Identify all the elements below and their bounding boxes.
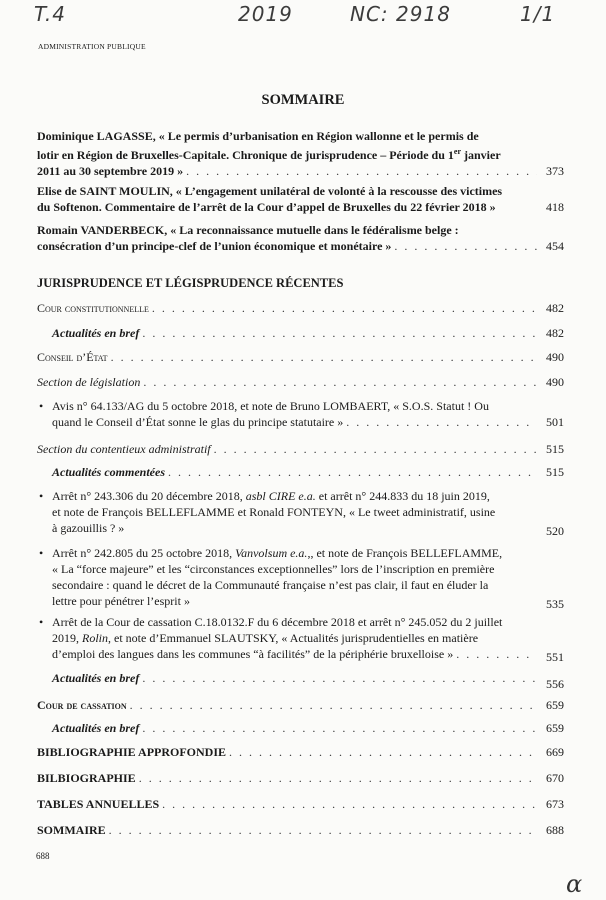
toc-line: secondaire : quand le décret de la Communauté française n’est pas clair, il faut en éluder la <box>52 578 489 592</box>
toc-label: Cour de cassation <box>37 698 127 712</box>
toc-line: Arrêt de la Cour de cassation C.18.0132.F du 6 décembre 2018 et arrêt n° 245.052 du 2 juillet <box>52 615 503 629</box>
article-title-line: du Softenon. Commentaire de l’arrêt de la Cour d’appel de Bruxelles du 22 février 2018 » <box>37 200 496 214</box>
handwritten-fraction: 1/1 <box>520 2 556 26</box>
toc-line: ,, et note de François BELLEFLAMME, <box>307 546 503 560</box>
bullet: • <box>39 399 44 413</box>
page-number: 669 <box>546 745 564 759</box>
toc-actualites-bref[interactable] <box>52 720 564 736</box>
article-author: Romain VANDERBECK <box>37 223 165 237</box>
toc-avis[interactable] <box>39 398 564 430</box>
page-number: 454 <box>546 239 564 253</box>
case-name: Vanvolsum e.a. <box>235 546 308 560</box>
article-entry[interactable] <box>37 128 564 179</box>
page-number: 659 <box>546 721 564 735</box>
toc-actualites-bref[interactable] <box>52 670 564 691</box>
toc-label: BILBIOGRAPHIE <box>37 771 136 785</box>
toc-cour-cassation[interactable] <box>37 697 564 713</box>
article-title-line: consécration d’un principe-clef de l’union économique et monétaire » <box>37 239 392 253</box>
toc-arret[interactable] <box>39 488 564 538</box>
article-author: Dominique LAGASSE <box>37 129 153 143</box>
footer-page-number: 688 <box>36 851 50 861</box>
toc-label: Actualités en bref <box>52 326 140 340</box>
toc-label: SOMMAIRE <box>37 823 106 837</box>
toc-line: , et note d’Emmanuel SLAUTSKY, « Actualités jurisprudentielles en matière <box>108 631 479 645</box>
article-author: Elise de SAINT MOULIN <box>37 184 170 198</box>
toc-line: lettre pour pénétrer l’esprit » <box>52 594 190 608</box>
toc-label: BIBLIOGRAPHIE APPROFONDIE <box>37 745 227 759</box>
toc-label: Actualités en bref <box>52 671 140 685</box>
toc-cour-constitutionnelle[interactable] <box>37 300 564 316</box>
toc-conseil-etat[interactable] <box>37 349 564 365</box>
page-number: 490 <box>546 375 564 389</box>
page-number: 373 <box>546 164 564 178</box>
bullet: • <box>39 546 44 560</box>
toc-label: Cour constitutionnelle <box>37 301 149 315</box>
toc-arret[interactable] <box>39 545 564 611</box>
bullet: • <box>39 615 44 629</box>
toc-arret[interactable] <box>39 614 564 664</box>
article-title-line: janvier <box>461 148 501 162</box>
article-entry[interactable] <box>37 222 564 254</box>
toc-line: 2019, <box>52 631 82 645</box>
handwritten-mark: α <box>566 870 583 898</box>
bullet: • <box>39 489 44 503</box>
article-title-line: , « L’engagement unilatéral de volonté à la rescousse des victimes <box>169 184 503 198</box>
toc-line: et note de François BELLEFLAMME et Ronald FONTEYN, « Le tweet administratif, usine <box>52 505 496 519</box>
toc-actualites-bref[interactable] <box>52 325 564 341</box>
toc-line: quand le Conseil d’État sonne le glas du principe statutaire » <box>52 415 344 429</box>
page-title: SOMMAIRE <box>261 92 345 108</box>
article-entry[interactable] <box>37 183 564 215</box>
toc-label: Section du contentieux administratif <box>37 442 211 456</box>
page-number: 490 <box>546 350 564 364</box>
page-number: 501 <box>546 415 564 429</box>
case-name: asbl CIRE e.a. <box>245 489 316 503</box>
toc-line: Arrêt n° 242.805 du 25 octobre 2018, <box>52 546 236 560</box>
toc-label: Section de législation <box>37 375 141 389</box>
toc-tables-annuelles[interactable] <box>37 796 564 812</box>
toc-sommaire[interactable] <box>37 822 564 838</box>
handwritten-volume: T.4 <box>34 2 66 26</box>
handwritten-year: 2019 <box>238 2 293 26</box>
toc-actualites-commentees[interactable] <box>52 464 564 480</box>
toc-label: TABLES ANNUELLES <box>37 797 160 811</box>
toc-line: « La “force majeure” et les “circonstances exceptionnelles” lors de l’inscription en première <box>52 562 495 576</box>
toc-bibliographie[interactable] <box>37 770 564 786</box>
page-number: 515 <box>546 465 564 479</box>
toc-label: Actualités commentées <box>52 465 165 479</box>
page-number: 688 <box>546 823 564 837</box>
toc-section-legislation[interactable] <box>37 374 564 390</box>
page-number: 673 <box>546 797 564 811</box>
page-number: 482 <box>546 301 564 315</box>
toc-bibliographie-approfondie[interactable] <box>37 744 564 760</box>
handwritten-code: NC: 2918 <box>350 2 451 26</box>
toc-line: Arrêt n° 243.306 du 20 décembre 2018, <box>52 489 246 503</box>
superscript: er <box>453 147 461 156</box>
article-title-line: 2011 au 30 septembre 2019 » <box>37 164 184 178</box>
article-title-line: lotir en Région de Bruxelles-Capitale. Chronique de jurisprudence – Période du 1 <box>37 148 454 162</box>
toc-line: à gazouillis ? » <box>52 521 125 535</box>
page-number: 515 <box>546 442 564 456</box>
toc-section-contentieux[interactable] <box>37 441 564 457</box>
page-number: 520 <box>546 524 564 538</box>
toc-label: Conseil d’État <box>37 350 108 364</box>
toc-line: et arrêt n° 244.833 du 18 juin 2019, <box>315 489 490 503</box>
page-number: 556 <box>546 677 564 691</box>
toc-label: Actualités en bref <box>52 721 140 735</box>
page-number: 670 <box>546 771 564 785</box>
page-number: 659 <box>546 698 564 712</box>
case-name: Rolin <box>82 631 108 645</box>
page-number: 535 <box>546 597 564 611</box>
section-heading: JURISPRUDENCE ET LÉGISPRUDENCE RÉCENTES <box>37 276 344 290</box>
toc-line: Avis n° 64.133/AG du 5 octobre 2018, et note de Bruno LOMBAERT, « S.O.S. Statut ! Ou <box>52 399 489 413</box>
toc-line: d’emploi des langues dans les communes “à facilités” de la périphérie bruxelloise » <box>52 647 454 661</box>
article-title-line: , « La reconnaissance mutuelle dans le fédéralisme belge : <box>164 223 459 237</box>
page-number: 482 <box>546 326 564 340</box>
page-number: 418 <box>546 200 564 214</box>
page-number: 551 <box>546 650 564 664</box>
journal-header: ADMINISTRATION PUBLIQUE <box>38 42 146 51</box>
article-title-line: , « Le permis d’urbanisation en Région wallonne et le permis de <box>152 129 479 143</box>
